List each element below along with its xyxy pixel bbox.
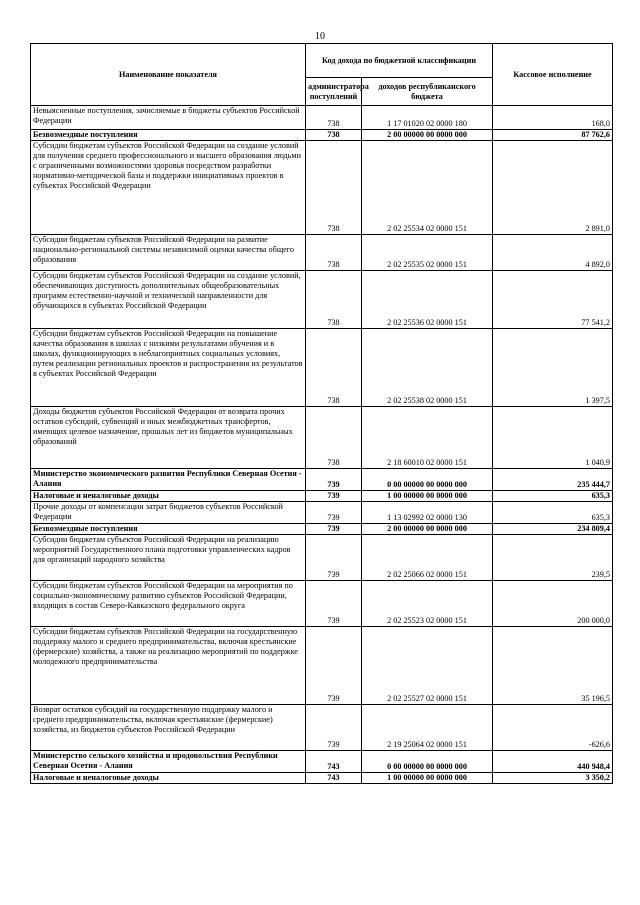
row-amount: 234 809,4 xyxy=(493,524,613,535)
row-name: Министерство сельского хозяйства и продовольствия Республики Северная Осетия - Алания xyxy=(31,751,306,773)
row-amount: 87 762,6 xyxy=(493,130,613,141)
row-admin-code: 743 xyxy=(306,773,362,784)
row-admin-code: 739 xyxy=(306,524,362,535)
row-revenue-code: 2 00 00000 00 0000 000 xyxy=(362,130,493,141)
row-revenue-code: 2 02 25535 02 0000 151 xyxy=(362,235,493,271)
table-body xyxy=(31,106,613,784)
row-revenue-code: 1 00 00000 00 0000 000 xyxy=(362,491,493,502)
row-amount: 235 444,7 xyxy=(493,469,613,491)
row-revenue-code: 2 02 25527 02 0000 151 xyxy=(362,627,493,705)
row-amount: 239,5 xyxy=(493,535,613,581)
row-name: Безвозмездные поступления xyxy=(31,130,306,141)
row-amount: 1 397,5 xyxy=(493,329,613,407)
row-admin-code: 738 xyxy=(306,106,362,130)
row-revenue-code: 2 02 25538 02 0000 151 xyxy=(362,329,493,407)
row-name: Субсидии бюджетам субъектов Российской Федерации на создание условий для получения среднего профессионального и высшего образования людьми с ограниченными возможностями здоровья посредством разработки нормативно-методической базы и поддержки инициативных проектов в субъектах Российской Федерации xyxy=(31,141,306,235)
header-indicator: Наименование показателя xyxy=(31,44,306,106)
row-admin-code: 739 xyxy=(306,581,362,627)
table-row xyxy=(31,502,613,524)
table-row xyxy=(31,751,613,773)
row-admin-code: 738 xyxy=(306,407,362,469)
row-amount: 440 948,4 xyxy=(493,751,613,773)
row-amount: 4 892,0 xyxy=(493,235,613,271)
row-admin-code: 739 xyxy=(306,627,362,705)
row-revenue-code: 2 00 00000 00 0000 000 xyxy=(362,524,493,535)
row-revenue-code: 2 18 60010 02 0000 151 xyxy=(362,407,493,469)
table-row xyxy=(31,581,613,627)
row-amount: 635,3 xyxy=(493,491,613,502)
budget-revenue-table xyxy=(30,43,613,784)
row-name: Субсидии бюджетам субъектов Российской Федерации на государственную поддержку малого и среднего предпринимательства, включая крестьянские (фермерские) хозяйства, а также на реализацию мероприятий по поддержке молодежного предпринимательства xyxy=(31,627,306,705)
row-name: Прочие доходы от компенсации затрат бюджетов субъектов Российской Федерации xyxy=(31,502,306,524)
row-amount: 200 000,0 xyxy=(493,581,613,627)
table-row xyxy=(31,535,613,581)
row-revenue-code: 1 17 01020 02 0000 180 xyxy=(362,106,493,130)
table-row xyxy=(31,141,613,235)
row-name: Доходы бюджетов субъектов Российской Федерации от возврата прочих остатков субсидий, субвенций и иных межбюджетных трансфертов, имеющих целевое назначение, прошлых лет из бюджетов муниципальных образований xyxy=(31,407,306,469)
row-admin-code: 739 xyxy=(306,469,362,491)
row-admin-code: 738 xyxy=(306,235,362,271)
row-name: Министерство экономического развития Республики Северная Осетия - Алания xyxy=(31,469,306,491)
row-amount: 635,3 xyxy=(493,502,613,524)
row-amount: -626,6 xyxy=(493,705,613,751)
row-revenue-code: 2 19 25064 02 0000 151 xyxy=(362,705,493,751)
row-admin-code: 738 xyxy=(306,141,362,235)
row-name: Возврат остатков субсидий на государственную поддержку малого и среднего предпринимательства, включая крестьянские (фермерские) хозяйства, из бюджетов субъектов Российской Федерации xyxy=(31,705,306,751)
row-name: Налоговые и неналоговые доходы xyxy=(31,491,306,502)
row-name: Субсидии бюджетам субъектов Российской Федерации на реализацию мероприятий Государственного плана подготовки управленческих кадров для организаций народного хозяйства xyxy=(31,535,306,581)
table-row xyxy=(31,469,613,491)
row-name: Субсидии бюджетам субъектов Российской Федерации на мероприятия по социально-экономическому развитию субъектов Российской Федерации, входящих в состав Северо-Кавказского федерального округа xyxy=(31,581,306,627)
row-admin-code: 739 xyxy=(306,502,362,524)
row-revenue-code: 2 02 25536 02 0000 151 xyxy=(362,271,493,329)
row-amount: 35 196,5 xyxy=(493,627,613,705)
row-name: Субсидии бюджетам субъектов Российской Федерации на повышение качества образования в школах с низкими результатами обучения и в школах, функционирующих в неблагоприятных социальных условиях, путем реализации региональных проектов и распространения их результатов в субъектах Российской Федерации xyxy=(31,329,306,407)
row-revenue-code: 2 02 25534 02 0000 151 xyxy=(362,141,493,235)
row-name: Налоговые и неналоговые доходы xyxy=(31,773,306,784)
table-row xyxy=(31,407,613,469)
table-row xyxy=(31,705,613,751)
header-budget-class-code: Код дохода по бюджетной классификации xyxy=(306,44,493,78)
row-admin-code: 738 xyxy=(306,130,362,141)
row-admin-code: 738 xyxy=(306,329,362,407)
table-row xyxy=(31,271,613,329)
row-amount: 1 040,9 xyxy=(493,407,613,469)
row-amount: 77 541,2 xyxy=(493,271,613,329)
table-row xyxy=(31,491,613,502)
row-admin-code: 739 xyxy=(306,491,362,502)
table-row xyxy=(31,106,613,130)
row-name: Невыясненные поступления, зачисляемые в бюджеты субъектов Российской Федерации xyxy=(31,106,306,130)
page-number: 10 xyxy=(315,31,325,42)
row-revenue-code: 0 00 00000 00 0000 000 xyxy=(362,469,493,491)
table-row xyxy=(31,627,613,705)
row-admin-code: 743 xyxy=(306,751,362,773)
row-amount: 2 891,0 xyxy=(493,141,613,235)
table-row xyxy=(31,329,613,407)
row-name: Безвозмездные поступления xyxy=(31,524,306,535)
row-admin-code: 738 xyxy=(306,271,362,329)
header-republic-revenue: доходов республиканского бюджета xyxy=(362,78,493,106)
row-admin-code: 739 xyxy=(306,705,362,751)
row-amount: 168,0 xyxy=(493,106,613,130)
row-admin-code: 739 xyxy=(306,535,362,581)
row-revenue-code: 0 00 00000 00 0000 000 xyxy=(362,751,493,773)
header-administrator: администратора поступлений xyxy=(306,78,362,106)
table-row xyxy=(31,235,613,271)
row-revenue-code: 2 02 25523 02 0000 151 xyxy=(362,581,493,627)
row-revenue-code: 1 00 00000 00 0000 000 xyxy=(362,773,493,784)
row-name: Субсидии бюджетам субъектов Российской Федерации на создание условий, обеспечивающих доступность дополнительных общеобразовательных программ естественно-научной и технической направленности для обучающихся в субъектах Российской Федерации xyxy=(31,271,306,329)
header-cash-execution: Кассовое исполнение xyxy=(493,44,613,106)
row-revenue-code: 2 02 25066 02 0000 151 xyxy=(362,535,493,581)
row-name: Субсидии бюджетам субъектов Российской Федерации на развитие национально-региональной системы независимой оценки качества общего образования xyxy=(31,235,306,271)
table-row xyxy=(31,130,613,141)
row-revenue-code: 1 13 02992 02 0000 130 xyxy=(362,502,493,524)
row-amount: 3 350,2 xyxy=(493,773,613,784)
table-row xyxy=(31,773,613,784)
table-row xyxy=(31,524,613,535)
